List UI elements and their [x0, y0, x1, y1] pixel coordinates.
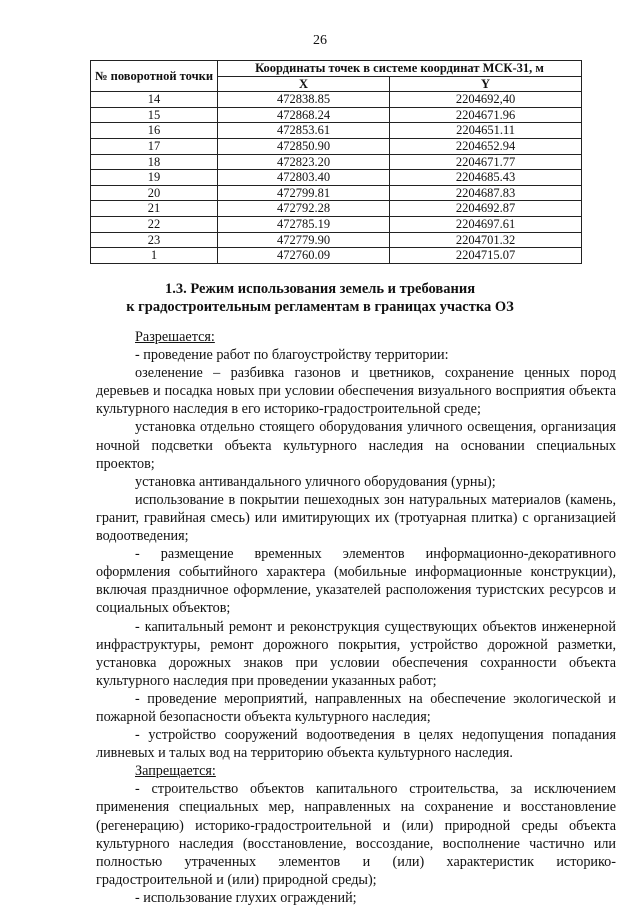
- table-header-row: [91, 61, 582, 77]
- prohibited-heading: Запрещается:: [135, 763, 216, 780]
- cell-point: 1: [91, 248, 218, 264]
- cell-y: 2204692.87: [390, 201, 582, 217]
- cell-y: 2204651.11: [390, 123, 582, 139]
- cell-y: 2204692,40: [390, 92, 582, 108]
- table-row: [91, 185, 582, 201]
- table-row: [91, 154, 582, 170]
- allowed-paragraph: озеленение – разбивка газонов и цветников, сохранение ценных пород деревьев и посадка новых при условии обеспечения визуального восприятия объекта культурного наследия в его историко-градостроительной среде;: [96, 365, 616, 418]
- cell-x: 472838.85: [218, 92, 390, 108]
- cell-x: 472779.90: [218, 232, 390, 248]
- table-body: [91, 92, 582, 264]
- allowed-paragraph: - проведение мероприятий, направленных на обеспечение экологической и пожарной безопасности объекта культурного наследия;: [96, 690, 616, 725]
- section-title-line-2: к градостроительным регламентам в границах участка ОЗ: [126, 299, 514, 315]
- cell-point: 15: [91, 107, 218, 123]
- prohibited-paragraph: - строительство объектов капитального строительства, за исключением применения специальных мер, направленных на сохранение и восстановление (регенерацию) историко-градостроительной и (или) природной среды объекта культурного наследия (восстановление, воссоздание, восполнение частично или полностью утраченных элементов и (или) характеристик историко-градостроительной и (или) природной среды);: [96, 781, 616, 888]
- cell-y: 2204652.94: [390, 138, 582, 154]
- cell-x: 472785.19: [218, 216, 390, 232]
- cell-x: 472853.61: [218, 123, 390, 139]
- allowed-paragraph: - проведение работ по благоустройству территории:: [135, 347, 449, 364]
- cell-point: 19: [91, 170, 218, 186]
- cell-y: 2204671.77: [390, 154, 582, 170]
- cell-point: 21: [91, 201, 218, 217]
- header-point-number: № поворотной точки: [91, 61, 218, 92]
- header-y: Y: [390, 76, 582, 92]
- section-title: [0, 280, 640, 316]
- table-row: [91, 92, 582, 108]
- table-row: [91, 170, 582, 186]
- table-row: [91, 216, 582, 232]
- header-coordinates: Координаты точек в системе координат МСК-31, м: [218, 61, 582, 77]
- table-row: [91, 107, 582, 123]
- cell-x: 472803.40: [218, 170, 390, 186]
- cell-point: 17: [91, 138, 218, 154]
- cell-y: 2204701.32: [390, 232, 582, 248]
- header-x: X: [218, 76, 390, 92]
- cell-x: 472850.90: [218, 138, 390, 154]
- section-title-line-1: 1.3. Режим использования земель и требования: [164, 281, 476, 297]
- cell-y: 2204697.61: [390, 216, 582, 232]
- allowed-paragraph: - размещение временных элементов информационно-декоративного оформления событийного характера (мобильные информационные конструкции), включая праздничное оформление, указателей расположения туристских ресурсов и социальных объектов;: [96, 546, 616, 617]
- cell-y: 2204685.43: [390, 170, 582, 186]
- cell-y: 2204687.83: [390, 185, 582, 201]
- table-row: [91, 232, 582, 248]
- cell-x: 472792.28: [218, 201, 390, 217]
- cell-point: 20: [91, 185, 218, 201]
- cell-x: 472760.09: [218, 248, 390, 264]
- allowed-list: [96, 346, 616, 762]
- cell-point: 18: [91, 154, 218, 170]
- cell-point: 14: [91, 92, 218, 108]
- cell-x: 472823.20: [218, 154, 390, 170]
- prohibited-paragraph: - использование глухих ограждений;: [135, 889, 357, 906]
- table-row: [91, 138, 582, 154]
- page-number: 26: [313, 33, 327, 48]
- cell-point: 23: [91, 232, 218, 248]
- allowed-paragraph: установка отдельно стоящего оборудования уличного освещения, организация ночной подсветки объекта культурного наследия на основании специальных проектов;: [96, 419, 616, 472]
- allowed-heading: Разрешается:: [135, 329, 215, 345]
- prohibited-list: [96, 780, 616, 907]
- cell-point: 16: [91, 123, 218, 139]
- cell-y: 2204671.96: [390, 107, 582, 123]
- table-row: [91, 201, 582, 217]
- coordinates-table: [90, 60, 582, 264]
- cell-point: 22: [91, 216, 218, 232]
- table-row: [91, 123, 582, 139]
- table-row: [91, 248, 582, 264]
- cell-y: 2204715.07: [390, 248, 582, 264]
- allowed-paragraph: установка антивандального уличного оборудования (урны);: [135, 473, 496, 490]
- cell-x: 472799.81: [218, 185, 390, 201]
- allowed-paragraph: - капитальный ремонт и реконструкция существующих объектов инженерной инфраструктуры, ремонт дорожного покрытия, устройство дорожной разметки, установка дорожных знаков при условии обеспечения сохранности объекта культурного наследия при проведении указанных работ;: [96, 618, 616, 689]
- allowed-paragraph: использование в покрытии пешеходных зон натуральных материалов (камень, гранит, гравийная смесь) или имитирующих их (тротуарная плитка) с организацией водоотведения;: [96, 491, 616, 545]
- cell-x: 472868.24: [218, 107, 390, 123]
- regulations-text: [96, 328, 616, 907]
- allowed-paragraph: - устройство сооружений водоотведения в целях недопущения попадания ливневых и талых вод на территорию объекта культурного наследия.: [96, 727, 616, 762]
